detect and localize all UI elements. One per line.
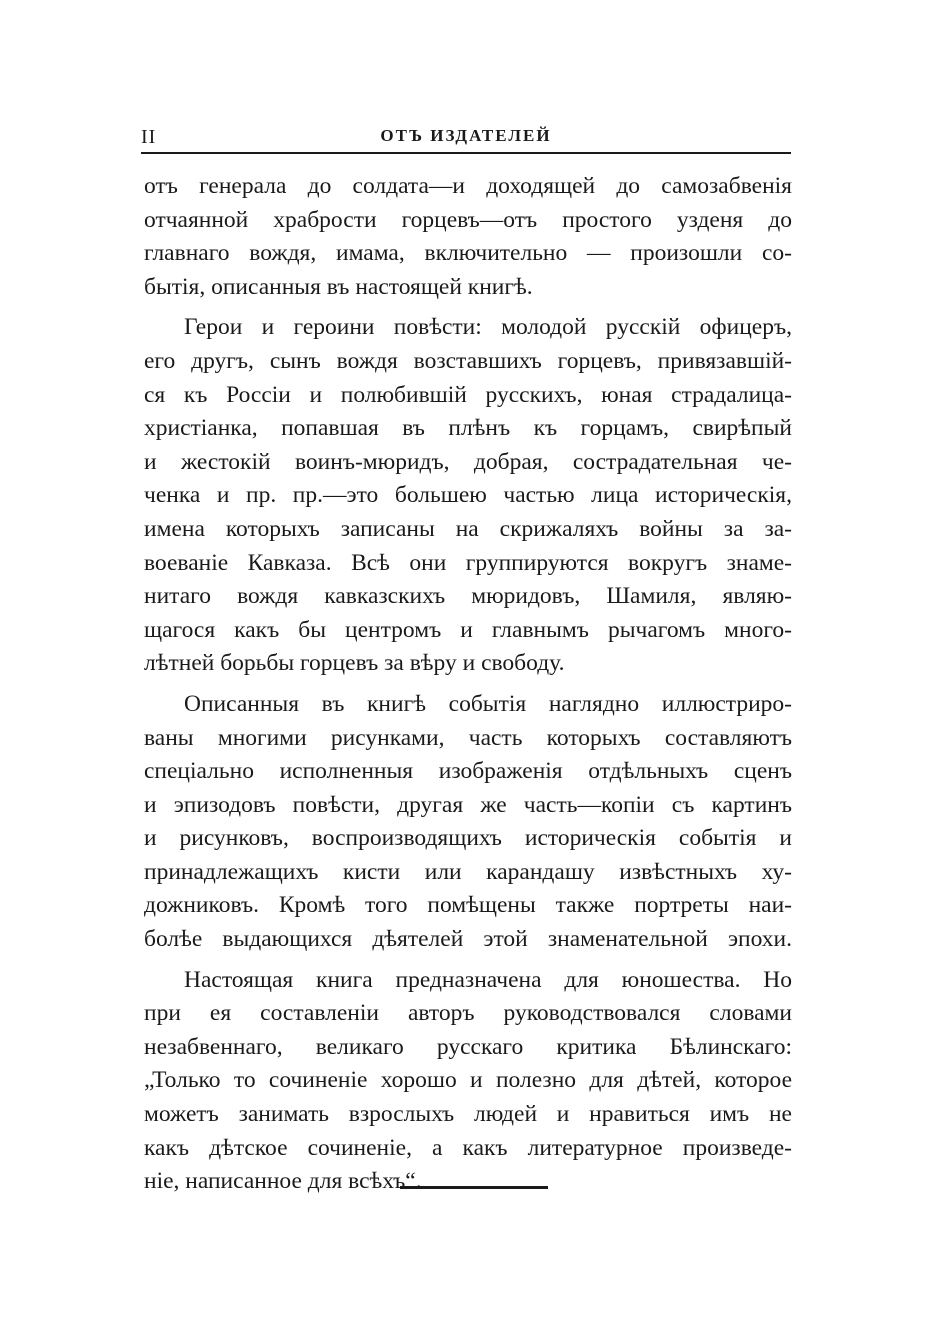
body-text [144, 170, 792, 1206]
text-line: имена которыхъ записаны на скрижаляхъ войны за за- [144, 515, 792, 542]
text-line: Герои и героини повѣсти: молодой русскій офицеръ, [184, 314, 792, 341]
text-line: щагося какъ бы центромъ и главнымъ рычагомъ много- [144, 616, 792, 643]
text-line: и жестокій воинъ-мюридъ, добрая, сострадательная че- [144, 448, 792, 475]
text-line: и эпизодовъ повѣсти, другая же часть—копіи съ картинъ [144, 791, 792, 818]
page-header [141, 122, 791, 152]
text-line: христіанка, попавшая въ плѣнъ къ горцамъ, свирѣпый [144, 415, 792, 442]
text-line: спеціально исполненныя изображенія отдѣльныхъ сценъ [144, 758, 792, 785]
text-line: бытія, описанныя въ настоящей книгѣ. [144, 273, 533, 300]
text-line: ся къ Россіи и полюбившій русскихъ, юная страдалица- [144, 381, 792, 408]
text-line: воеваніе Кавказа. Всѣ они группируются вокругъ знаме- [144, 549, 792, 576]
text-line: болѣе выдающихся дѣятелей этой знаменательной эпохи. [144, 926, 792, 953]
header-rule [141, 152, 791, 154]
text-line: „Только то сочиненіе хорошо и полезно для дѣтей, которое [144, 1067, 792, 1094]
text-line: отъ генерала до солдата—и доходящей до самозабвенія [144, 173, 792, 199]
text-line: ваны многими рисунками, часть которыхъ составляютъ [144, 724, 792, 751]
text-line: можетъ занимать взрослыхъ людей и нравиться имъ не [144, 1101, 792, 1128]
paragraph-4 [144, 964, 792, 1199]
end-rule [400, 1186, 548, 1189]
text-line: отчаянной храбрости горцевъ—отъ простого узденя до [144, 206, 792, 233]
text-line: его другъ, сынъ вождя возставшихъ горцевъ, привязавшій- [144, 347, 792, 374]
paragraph-2 [144, 311, 792, 681]
text-line: нитаго вождя кавказскихъ мюридовъ, Шамиля, являю- [144, 583, 792, 610]
text-line: ченка и пр. пр.—это большею частью лица историческія, [144, 482, 792, 509]
page-number: II [141, 126, 157, 148]
text-line: и рисунковъ, воспроизводящихъ историческія событія и [144, 825, 792, 852]
text-line: Описанныя въ книгѣ событія наглядно иллюстриро- [184, 690, 792, 717]
paragraph-3 [144, 688, 792, 957]
text-line: лѣтней борьбы горцевъ за вѣру и свободу. [144, 650, 565, 677]
text-line: незабвеннаго, великаго русскаго критика Бѣлинскаго: [144, 1033, 792, 1060]
running-head: ОТЪ ИЗДАТЕЛЕЙ [380, 126, 552, 145]
text-line: принадлежащихъ кисти или карандашу извѣстныхъ ху- [144, 858, 792, 885]
text-line: какъ дѣтское сочиненіе, а какъ литературное произведе- [144, 1134, 792, 1161]
paragraph-1 [144, 170, 792, 304]
text-line: ніе, написанное для всѣхъ“. [144, 1168, 422, 1195]
text-line: при ея составленіи авторъ руководствовался словами [144, 1000, 792, 1027]
text-line: Настоящая книга предназначена для юношества. Но [184, 966, 792, 993]
text-line: дожниковъ. Кромѣ того помѣщены также портреты наи- [144, 892, 792, 919]
text-line: главнаго вождя, имама, включительно — произошли со- [144, 240, 792, 267]
